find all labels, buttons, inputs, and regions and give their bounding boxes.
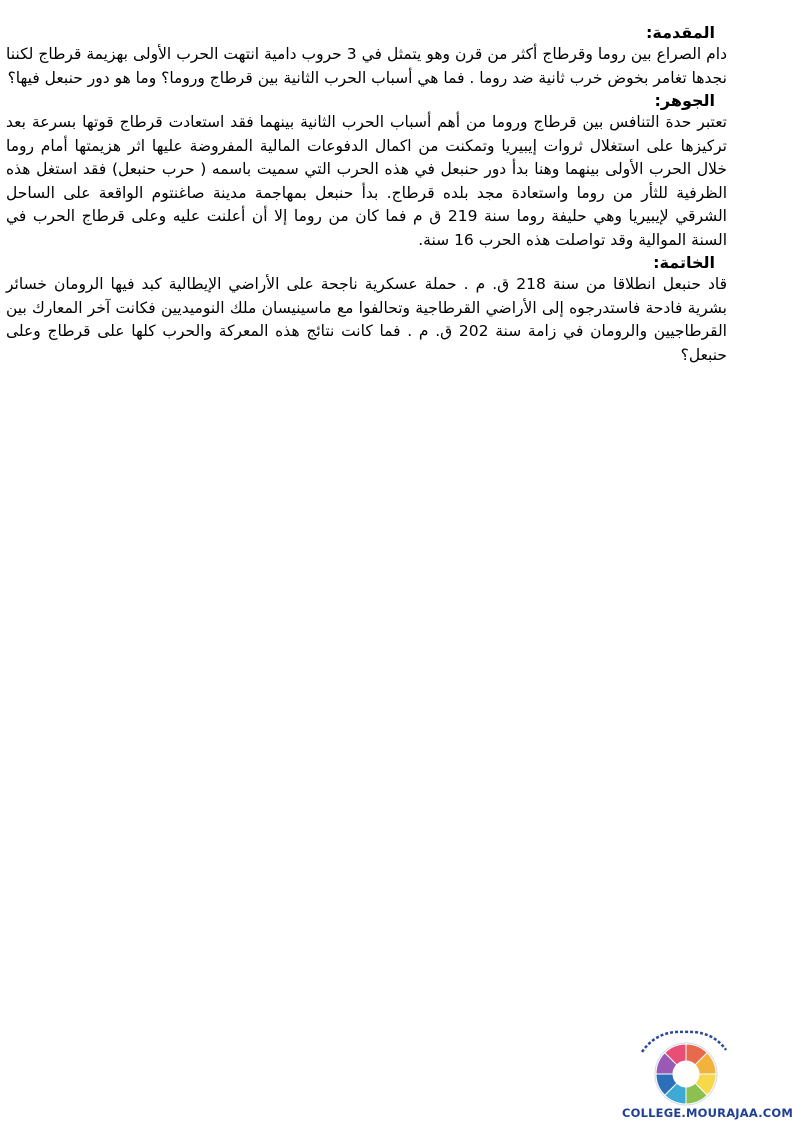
conclusion-heading: الخاتمة: bbox=[653, 253, 715, 272]
intro-heading: المقدمة: bbox=[646, 23, 715, 42]
logo-url-text: COLLEGE.MOURAJAA.COM bbox=[622, 1106, 793, 1120]
document-body bbox=[6, 22, 727, 367]
intro-paragraph: دام الصراع بين روما وقرطاج أكثر من قرن وهو يتمثل في 3 حروب دامية انتهت الحرب الأولى بهزيمة قرطاج لكننا نجدها تغامر بخوض خرب ثانية ضد روما . فما هي أسباب الحرب الثانية بين قرطاج وروما؟ وما هو دور حنبعل فيها؟ bbox=[6, 45, 727, 87]
body-heading: الجوهر: bbox=[654, 91, 715, 110]
site-logo bbox=[622, 1022, 793, 1121]
logo-wheel-icon bbox=[622, 1022, 760, 1106]
conclusion-paragraph: قاد حنبعل انطلاقا من سنة 218 ق. م . حملة عسكرية ناجحة على الأراضي الإيطالية كبد فيها الرومان خسائر بشرية فادحة فاستدرجوه إلى الأراضي القرطاجية وتحالفوا مع ماسينيسان ملك النوميديين فكانت آخر المعارك بين القرطاجيين والرومان في زامة سنة 202 ق. م . فما كانت نتائج هذه المعركة والحرب كلها على قرطاج وعلى حنبعل؟ bbox=[6, 275, 727, 364]
body-paragraph: تعتبر حدة التنافس بين قرطاج وروما من أهم أسباب الحرب الثانية بينهما فقد استعادت قرطاج قوتها بسرعة بعد تركيزها على استغلال ثروات إيبيريا وتمكنت من اكمال الدفوعات المالية المفروضة عليها اثر هزيمتها أمام روما خلال الحرب الأولى بينهما وهنا بدأ دور حنبعل في هذه الحرب التي سميت باسمه ( حرب حنبعل) فقد استغل هذه الظرفية للثأر من روما واستعادة مجد بلده قرطاج. بدأ حنبعل بمهاجمة مدينة صاغنتوم الواقعة على الساحل الشرقي لإيبيريا وهي حليفة روما سنة 219 ق م فما كان من روما إلا أن أعلنت عليه وعلى قرطاج الحرب في السنة الموالية وقد تواصلت هذه الحرب 16 سنة. bbox=[6, 113, 727, 249]
